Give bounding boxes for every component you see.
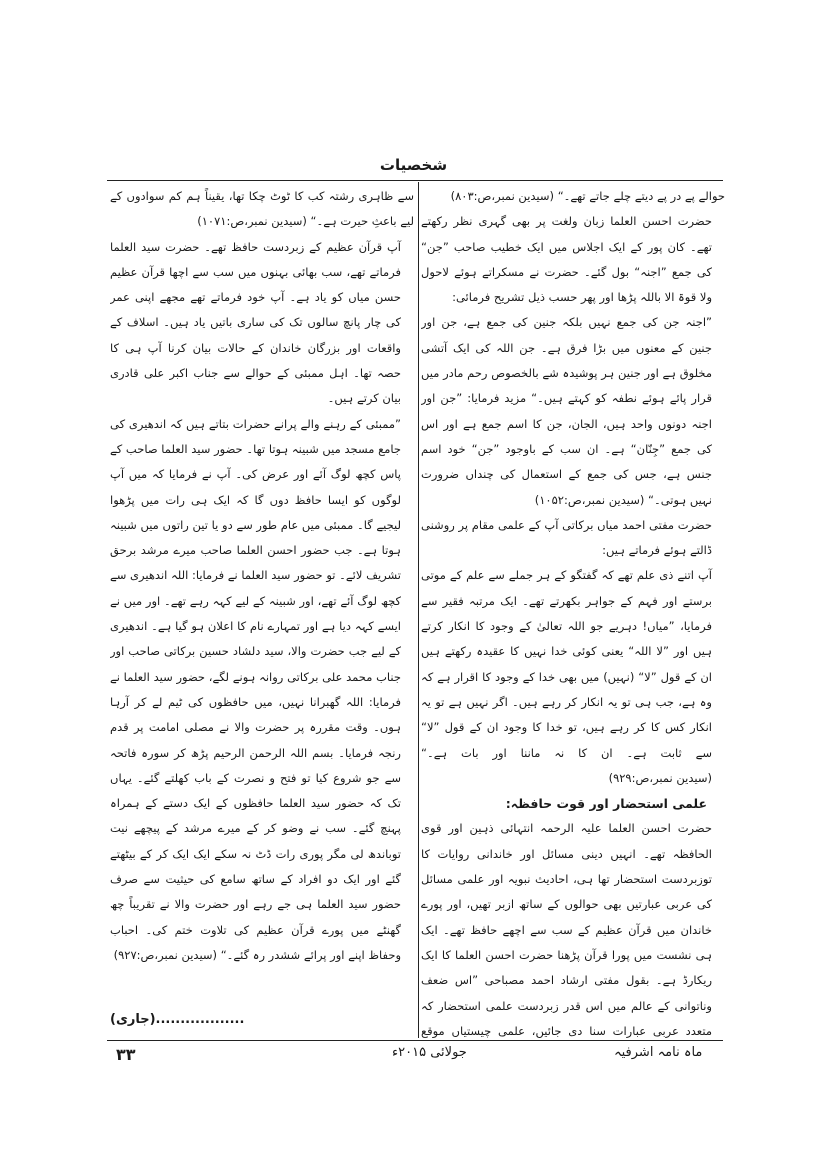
left-para-2: آپ قرآن عظیم کے زبردست حافظ تھے۔ حضرت سید العلما فرماتے تھے، سب بھائی بہنوں میں سب سے اچھا قرآن عظیم حسن میاں کو یاد ہے۔ آپ خود فرماتے تھے مجھے اپنی عمر کی چار پانچ سالوں تک کی ساری باتیں یاد ہیں۔ اسلاف کے واقعات اور بزرگان خاندان کے حالات بیان کرنا آپ ہی کا حصہ تھا۔ اہل ممبئی کے حوالے سے جناب اکبر علی قادری بیان کرتے ہیں۔ [110, 239, 401, 406]
right-para-1: حوالے پے در پے دیتے چلے جاتے تھے۔“ (سیدین نمبر،ص:۸۰۳) [450, 189, 725, 203]
footer-magazine-name: ماہ نامہ اشرفیہ [614, 1045, 703, 1060]
left-para-1: سے ظاہری رشتہ کب کا ٹوٹ چکا تھا، یقیناً ہم کم سوادوں کے لیے باعثِ حیرت ہے۔“ (سیدین نمبر،ص:۱۰۷۱) [110, 189, 414, 229]
right-column [421, 184, 725, 1040]
right-para-3: حضرت مفتی احمد میاں برکاتی آپ کے علمی مقام پر روشنی ڈالتے ہوئے فرماتے ہیں: [421, 517, 712, 558]
left-quote-1: ”ممبئی کے رہنے والے پرانے حضرات بتاتے ہیں کہ اندھیری کی جامع مسجد میں شبینہ ہوتا تھا۔ حضور سید العلما صاحب کے پاس کچھ لوگ آئے اور عرض کی۔ آپ نے فرمایا کہ میں آپ لوگوں کو ایسا حافظ دوں گا کہ ایک ہی رات میں پڑھوا لیجیے گا۔ ممبئی میں عام طور سے دو یا تین راتوں میں شبینہ ہوتا ہے۔ جب حضور احسن العلما صاحب میرے مرشد برحق تشریف لائے۔ تو حضور سید العلما نے فرمایا: اللہ اندھیری سے کچھ لوگ آئے تھے، اور شبینہ کے لیے کہہ رہے تھے۔ اور میں نے ایسے کہہ دیا ہے اور تمہارے نام کا اعلان ہو گیا ہے۔ اندھیری کے لیے جب حضرت والا، سید دلشاد حسین برکاتی صاحب اور جناب محمد علی برکاتی روانہ ہونے لگے، حضور سید العلما نے فرمایا: اللہ گھبرانا نہیں، میں حافظوں کی ٹیم لے کر آرہا ہوں۔ وقت مقررہ پر حضرت والا نے مصلی امامت پر قدم رنجہ فرمایا۔ بسم اللہ الرحمن الرحیم پڑھ کر سورہ فاتحہ سے جو شروع کیا تو فتح و نصرت کے باب کھلتے گئے۔ یہاں تک کہ حضور سید العلما حافظوں کے ایک دستے کے ہمراہ پہنچ گئے۔ سب نے وضو کر کے میرے مرشد کے پیچھے نیت توباندھ لی مگر پوری رات ڈٹ نہ سکے ایک ایک کر کے بیٹھتے گئے اور ایک دو افراد کے ساتھ سامع کی حیثیت سے صرف حضور سید العلما ہی جے رہے اور حضرت والا نے تقریباً چھ گھنٹے میں پورے قرآن عظیم کی تلاوت ختم کی۔ احباب وحفاظ اپنے اور پرائے ششدر رہ گئے۔“ (سیدین نمبر،ص:۹۲۷) [110, 416, 401, 962]
left-column [110, 184, 414, 1040]
section-heading: علمی استحضار اور قوت حافظہ: [505, 796, 707, 812]
right-para-2: حضرت احسن العلما زبان ولغت پر بھی گہری نظر رکھتے تھے۔ کان پور کے ایک اجلاس میں ایک خطیب صاحب ”جن“ کی جمع ”اجنہ“ بول گئے۔ حضرت نے مسکراتے ہوئے لاحول ولا قوۃ الا باللہ پڑھا اور پھر حسب ذیل تشریح فرمائی: [421, 214, 712, 305]
continued-marker: ..................(جاری) [110, 1012, 245, 1027]
footer-rule [107, 1040, 723, 1041]
citation: (سیدین نمبر،ص:۹۲۹) [608, 770, 712, 785]
citation: (سیدین نمبر،ص:۱۰۷۱) [197, 214, 307, 229]
header-rule [107, 180, 723, 181]
page-header-title: شخصیات [379, 156, 448, 174]
footer-page-number: ۳۳ [116, 1045, 136, 1064]
right-quote-1: ”اجنہ جن کی جمع نہیں بلکہ جنین کی جمع ہے، جن اور جنین کے معنوں میں بڑا فرق ہے۔ جن اللہ کی ایک آتشی مخلوق ہے اور جنین ہر پوشیدہ شے بالخصوص رحم مادر میں قرار پائے ہوئے نطفہ کو کہتے ہیں۔“ مزید فرمایا: ”جن اور اجنہ دونوں واحد ہیں، الجان، جن کا اسم جمع ہے اور اس کی جمع ”جِنّان“ ہے۔ ان سب کے باوجود ”جن“ خود اسم جنس ہے، جس کی جمع کے استعمال کی چنداں ضرورت نہیں ہوتی۔“ (سیدین نمبر،ص:۱۰۵۲) [421, 315, 712, 507]
citation: (سیدین نمبر،ص:۱۰۵۲) [534, 492, 645, 507]
citation: (سیدین نمبر،ص:۸۰۳) [450, 189, 555, 203]
column-separator [418, 182, 419, 1038]
right-quote-2: آپ اتنے ذی علم تھے کہ گفتگو کے ہر جملے سے علم کے موتی برستے اور فہم کے جواہر بکھرتے تھے۔ ایک مرتبہ فقیر سے فرمایا، ”میاں! دہریے جو اللہ تعالیٰ کے وجود کا انکار کرتے ہیں اور ”لا اللہ“ یعنی کوئی خدا نہیں کا عقیدہ رکھتے ہیں ان کے قول ”لا“ (نہیں) میں بھی خدا کے وجود کا اقرار ہے کہ وہ ہے، جب ہی تو یہ انکار کر رہے ہیں۔ اگر نہیں ہے تو یہ انکار کس کا کر رہے ہیں، تو خدا کا وجود ان کے قول ”لا“ سے ثابت ہے۔ ان کا نہ ماننا اور بات ہے۔“ (سیدین نمبر،ص:۹۲۹) [421, 568, 712, 785]
footer-date: جولائی ۲۰۱۵ء [392, 1045, 467, 1060]
citation: (سیدین نمبر،ص:۹۲۷) [113, 947, 218, 962]
right-para-4: حضرت احسن العلما علیہ الرحمہ انتہائی ذہین اور قوی الحافظہ تھے۔ انہیں دینی مسائل اور خاندانی روایات کا توزبردست استحضار تھا ہی، احادیث نبویہ اور علمی مسائل کی عربی عبارتیں بھی حوالوں کے ساتھ ازبر تھیں، اور پورے خاندان میں قرآن عظیم کے سب سے اچھے حافظ تھے۔ ایک ہی نشست میں پورا قرآن پڑھنا حضرت احسن العلما کا ایک ریکارڈ ہے۔ بقول مفتی ارشاد احمد مصباحی ”اس ضعف وناتوانی کے عالم میں اس قدر زبردست علمی استحضار کہ متعدد عربی عبارات سنا دی جائیں، علمی چیستیاں موقع [421, 821, 712, 1038]
